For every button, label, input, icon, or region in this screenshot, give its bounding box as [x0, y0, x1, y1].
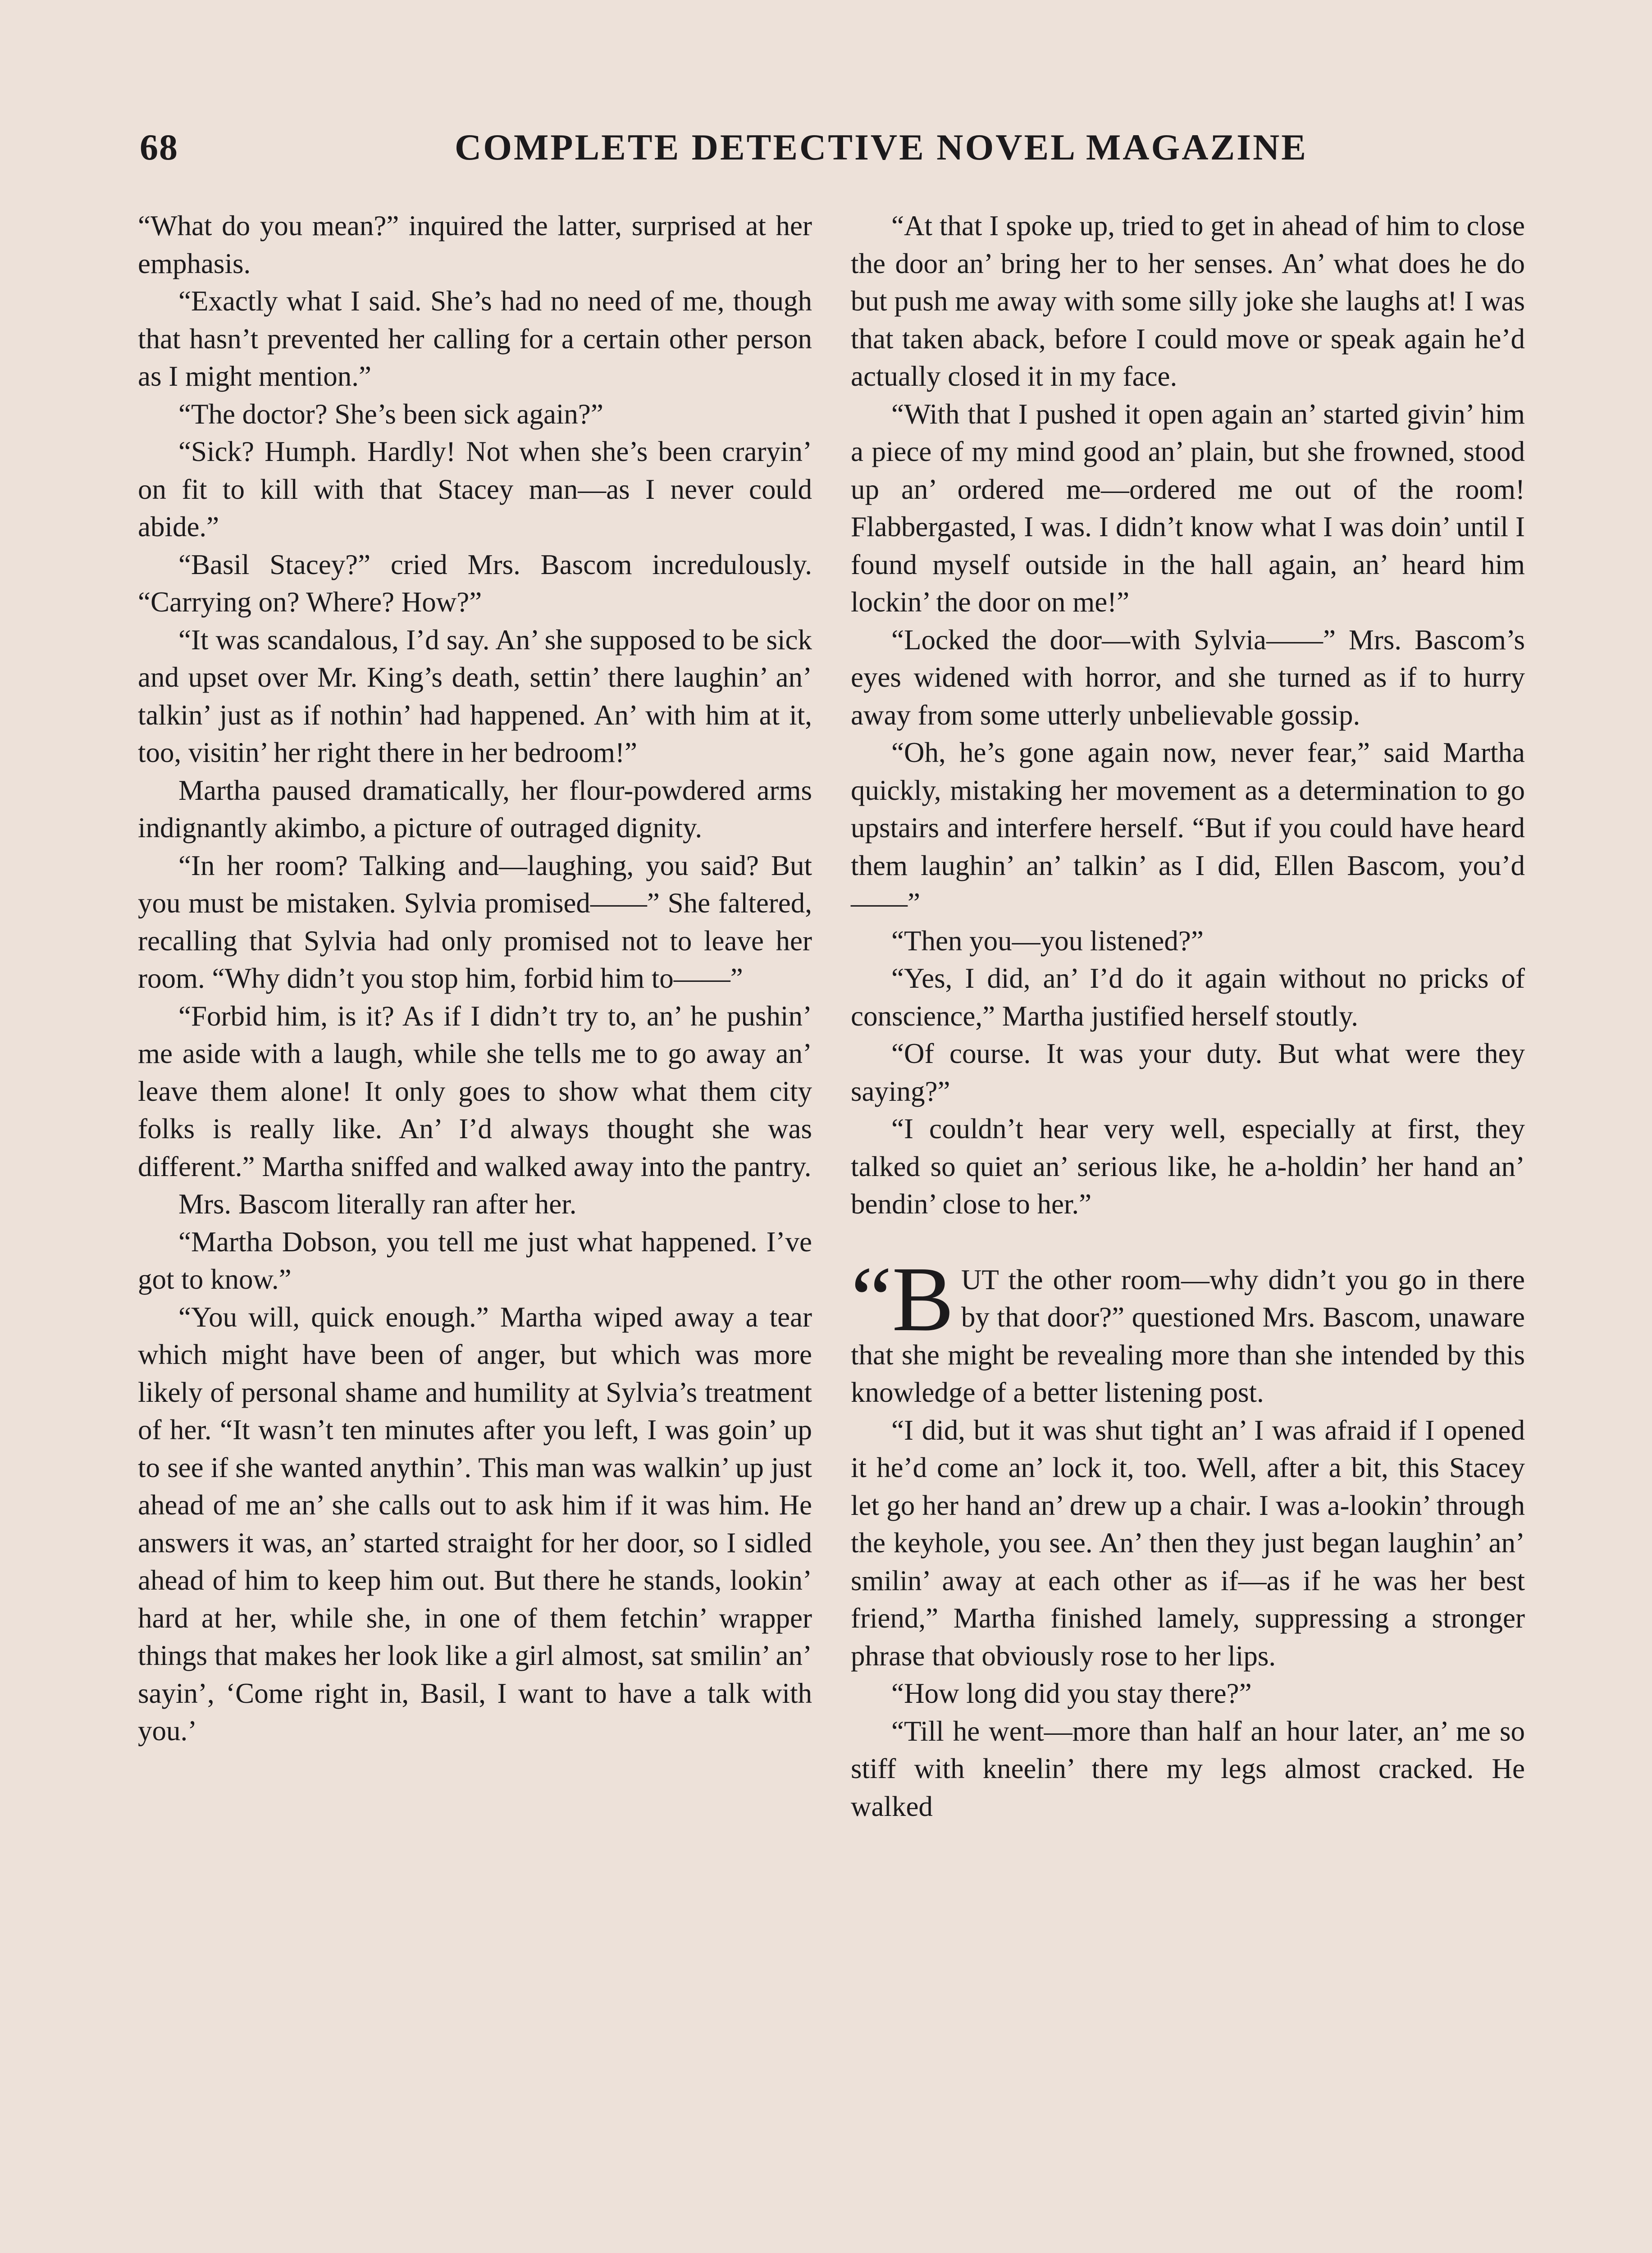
drop-cap: “B [851, 1247, 954, 1350]
paragraph: “Locked the door—with Sylvia——” Mrs. Bascom’s eyes widened with horror, and she turned as if to hurry away from some utterly unbelievable gossip. [851, 624, 1525, 731]
paragraph: “Basil Stacey?” cried Mrs. Bascom incredulously. “Carrying on? Where? How?” [138, 548, 812, 618]
paragraph: “At that I spoke up, tried to get in ahead of him to close the door an’ bring her to her senses. An’ what does he do but push me away with some silly joke she laughs at! I was that taken aback, before I could move or speak again he’d actually closed it in my face. [851, 210, 1525, 392]
running-title: COMPLETE DETECTIVE NOVEL MAGAZINE [455, 127, 1308, 168]
paragraph: Mrs. Bascom literally ran after her. [178, 1188, 577, 1220]
paragraph: Martha paused dramatically, her flour-powdered arms indignantly akimbo, a picture of outraged dignity. [138, 774, 812, 844]
page-header [140, 118, 1308, 177]
section-initial-paragraph [851, 1247, 1525, 1412]
paragraph: “How long did you stay there?” [891, 1678, 1252, 1709]
paragraph: “Sick? Humph. Hardly! Not when she’s been craryin’ on fit to kill with that Stacey man—as I never could abide.” [138, 436, 812, 543]
paragraph: “Of course. It was your duty. But what were they saying?” [851, 1038, 1525, 1107]
right-column [851, 207, 1525, 1825]
paragraph: “I couldn’t hear very well, especially at first, they talked so quiet an’ serious like, he a-holdin’ her hand an’ bendin’ close to her.” [851, 1113, 1525, 1220]
paragraph: “Yes, I did, an’ I’d do it again without no pricks of conscience,” Martha justified herself stoutly. [851, 962, 1525, 1032]
paragraph: “The doctor? She’s been sick again?” [178, 398, 603, 430]
paragraph: “You will, quick enough.” Martha wiped away a tear which might have been of anger, but which was more likely of personal shame and humility at Sylvia’s treatment of her. “It wasn’t ten minutes after you left, I was goin’ up to see if she wanted anythin’. This man was walkin’ up just ahead of me an’ she calls out to ask him if it was him. He answers it was, an’ started straight for her door, so I sidled ahead of him to keep him out. But there he stands, lookin’ hard at her, while she, in one of them fetchin’ wrapper things that makes her look like a girl almost, sat smilin’ an’ sayin’, ‘Come right in, Basil, I want to have a talk with you.’ [138, 1301, 812, 1747]
paragraph: “Oh, he’s gone again now, never fear,” said Martha quickly, mistaking her movement as a determination to go upstairs and interfere herself. “But if you could have heard them laughin’ an’ talkin’ as I did, Ellen Bascom, you’d——” [851, 737, 1525, 919]
paragraph: “Then you—you listened?” [891, 925, 1204, 957]
paragraph: “What do you mean?” inquired the latter, surprised at her emphasis. [138, 210, 812, 279]
paragraph: “Martha Dobson, you tell me just what happened. I’ve got to know.” [138, 1226, 812, 1295]
paragraph: “Till he went—more than half an hour later, an’ me so stiff with kneelin’ there my legs almost cracked. He walked [851, 1715, 1525, 1822]
paragraph: “Forbid him, is it? As if I didn’t try to, an’ he pushin’ me aside with a laugh, while she tells me to go away an’ leave them alone! It only goes to show what them city folks is really like. An’ I’d always thought she was different.” Martha sniffed and walked away into the pantry. [138, 1000, 812, 1182]
paragraph: “It was scandalous, I’d say. An’ she supposed to be sick and upset over Mr. King’s death, settin’ there laughin’ an’ talkin’ just as if nothin’ had happened. An’ with him at it, too, visitin’ her right there in her bedroom!” [138, 624, 812, 768]
paragraph: “I did, but it was shut tight an’ I was afraid if I opened it he’d come an’ lock it, too. Well, after a bit, this Stacey let go her hand an’ drew up a chair. I was a-lookin’ through the keyhole, you see. An’ then they just began laughin’ an’ smilin’ away at each other as if—as if he was her best friend,” Martha finished lamely, suppressing a stronger phrase that obviously rose to her lips. [851, 1414, 1525, 1672]
paragraph: “With that I pushed it open again an’ started givin’ him a piece of my mind good an’ plain, but she frowned, stood up an’ ordered me—ordered me out of the room! Flabbergasted, I was. I didn’t know what I was doin’ until I found myself outside in the hall again, an’ heard him lockin’ the door on me!” [851, 398, 1525, 618]
paragraph: “Exactly what I said. She’s had no need of me, though that hasn’t prevented her calling for a certain other person as I might mention.” [138, 285, 812, 392]
paragraph: “In her room? Talking and—laughing, you said? But you must be mistaken. Sylvia promised——” She faltered, recalling that Sylvia had only promised not to leave her room. “Why didn’t you stop him, forbid him to——” [138, 849, 812, 994]
left-column [138, 207, 812, 1750]
page-number: 68 [140, 127, 178, 168]
initial-paragraph-text: UT the other room—why didn’t you go in there by that door?” questioned Mrs. Bascom, unaware that she might be revealing more than she intended by this knowledge of a better listening post. [851, 1263, 1525, 1408]
